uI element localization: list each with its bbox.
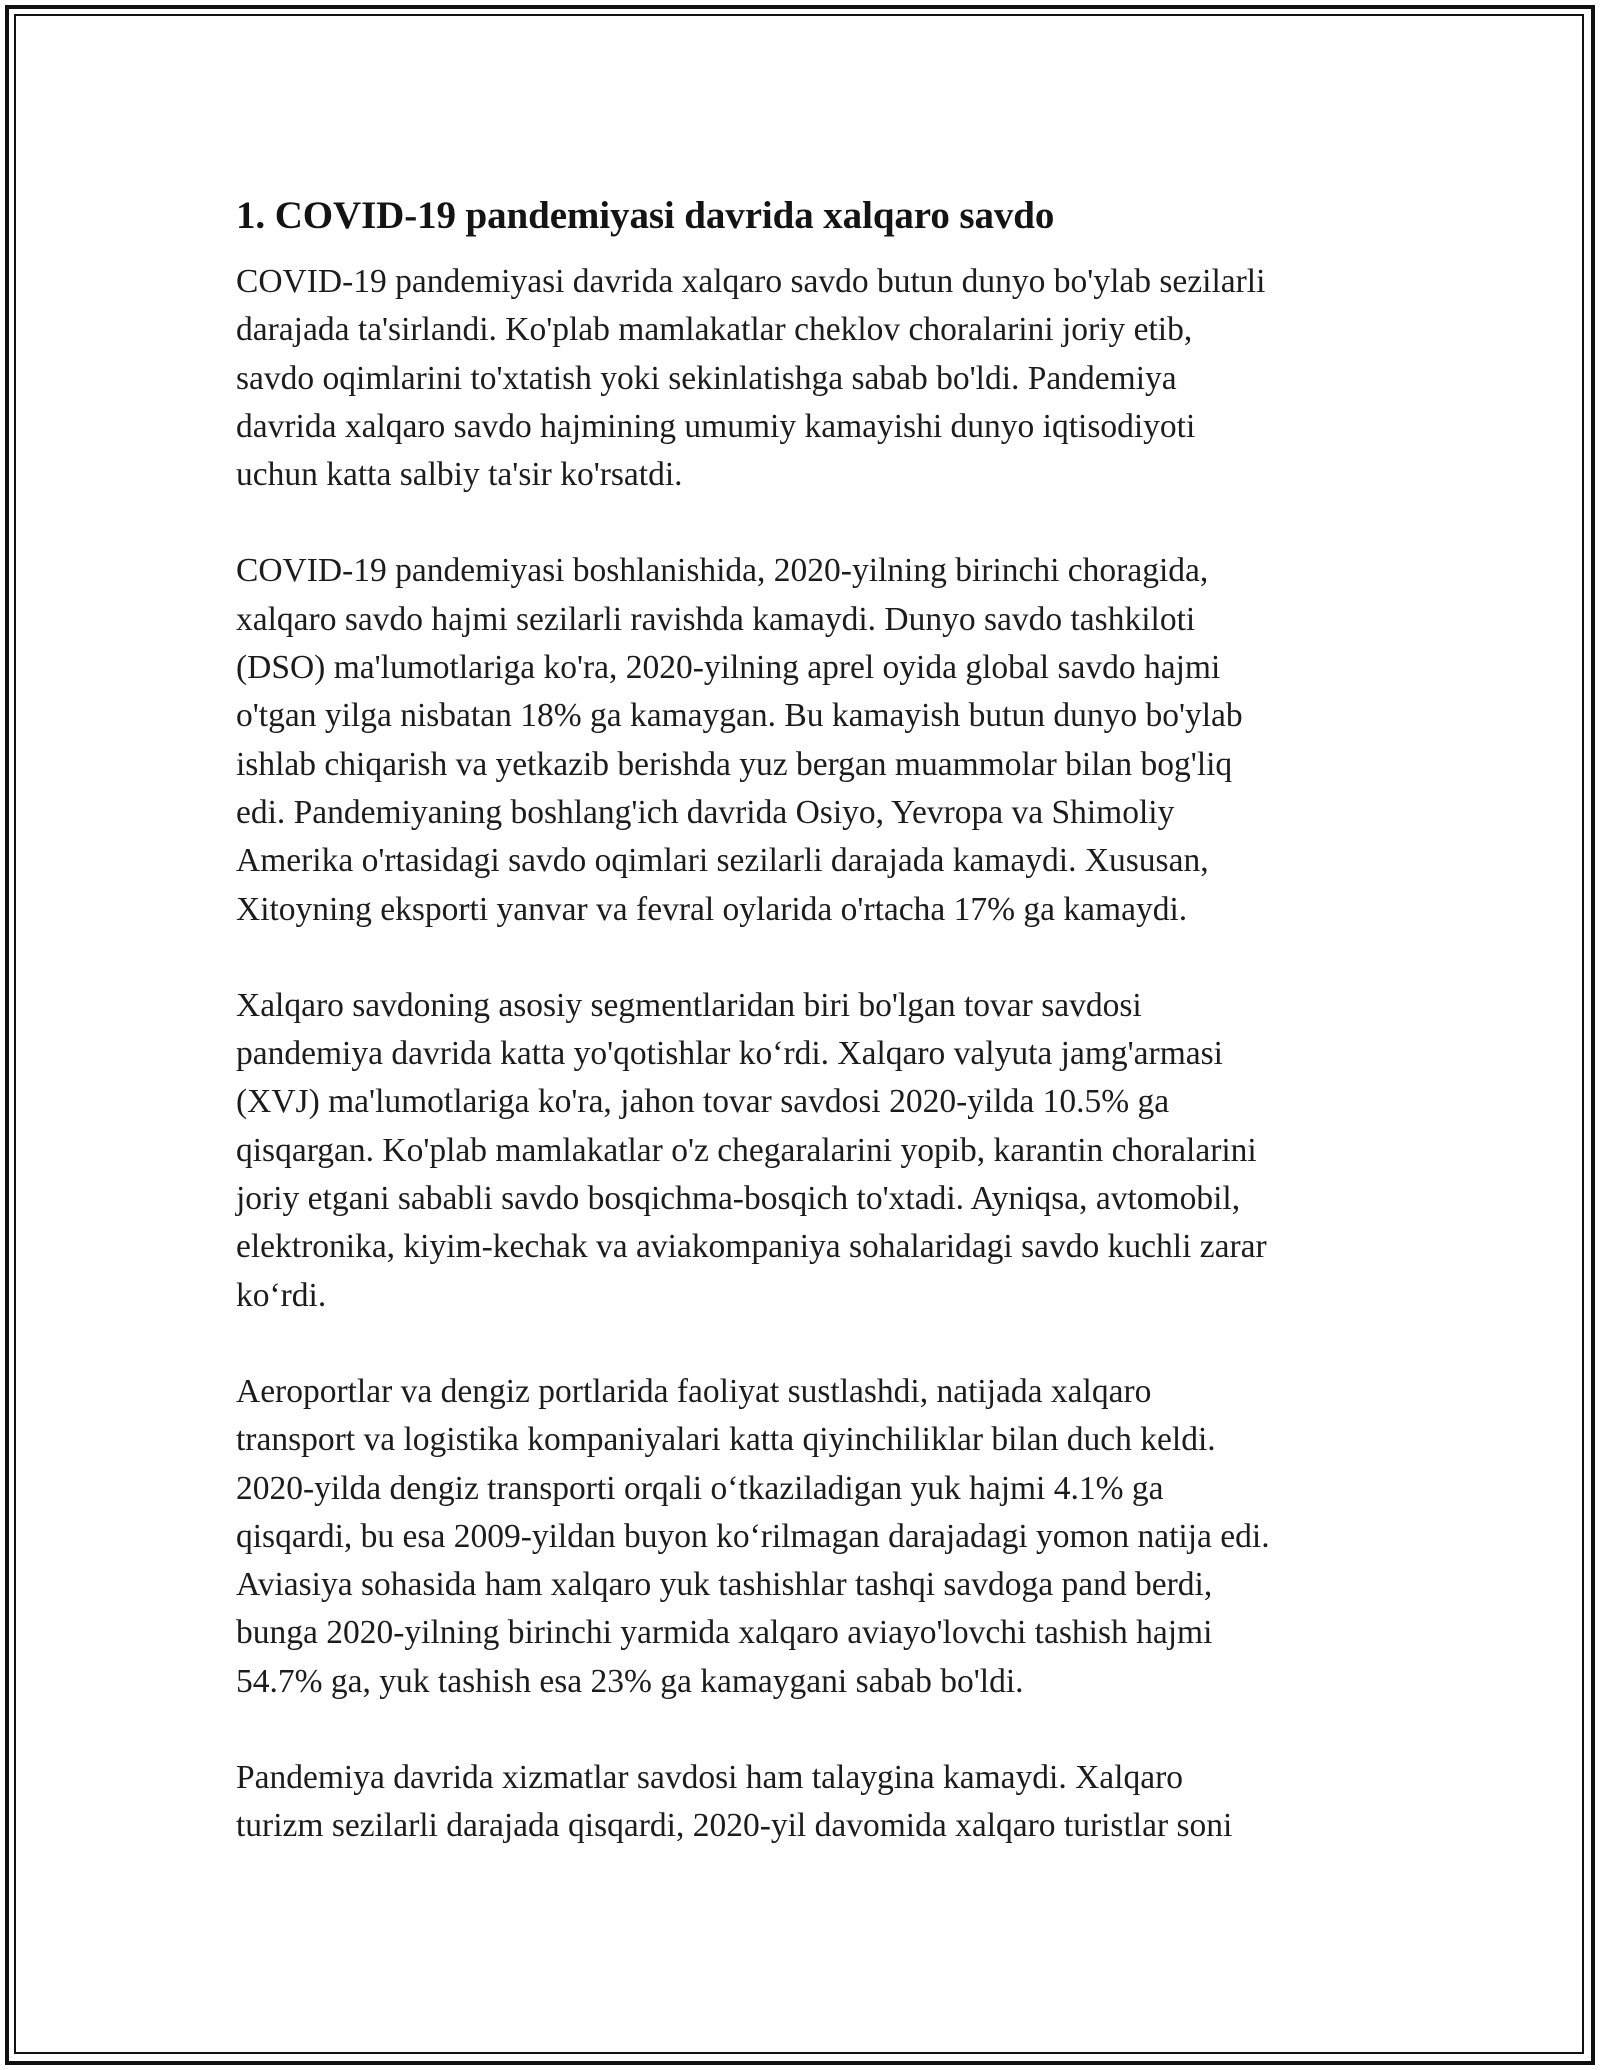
paragraph-4 — [236, 1368, 1386, 1706]
paragraph-2 — [236, 547, 1386, 933]
text-line: 54.7% ga, yuk tashish esa 23% ga kamaygani sabab bo'ldi. — [236, 1662, 1024, 1700]
text-line: COVID-19 pandemiyasi boshlanishida, 2020-yilning birinchi choragida, — [236, 552, 1209, 590]
text-line: edi. Pandemiyaning boshlang'ich davrida Osiyo, Yevropa va Shimoliy — [236, 793, 1175, 831]
text-line: turizm sezilarli darajada qisqardi, 2020-yil davomida xalqaro turistlar soni — [236, 1807, 1233, 1845]
document-body — [236, 190, 1386, 1899]
text-line: Xitoyning eksporti yanvar va fevral oylarida o'rtacha 17% ga kamaydi. — [236, 890, 1188, 928]
text-line: bunga 2020-yilning birinchi yarmida xalqaro aviayo'lovchi tashish hajmi — [236, 1614, 1213, 1652]
text-line: ko‘rdi. — [236, 1276, 327, 1314]
section-heading: 1. COVID-19 pandemiyasi davrida xalqaro savdo — [236, 194, 1055, 237]
text-line: o'tgan yilga nisbatan 18% ga kamaygan. Bu kamayish butun dunyo bo'ylab — [236, 697, 1243, 735]
text-line: savdo oqimlarini to'xtatish yoki sekinlatishga sabab bo'ldi. Pandemiya — [236, 359, 1177, 397]
paragraph-5 — [236, 1754, 1386, 1851]
text-line: 2020-yilda dengiz transporti orqali o‘tkaziladigan yuk hajmi 4.1% ga — [236, 1469, 1164, 1507]
text-line: uchun katta salbiy ta'sir ko'rsatdi. — [236, 456, 683, 494]
paragraph-1 — [236, 258, 1386, 499]
text-line: Aeroportlar va dengiz portlarida faoliyat sustlashdi, natijada xalqaro — [236, 1372, 1152, 1410]
text-line: (XVJ) ma'lumotlariga ko'ra, jahon tovar savdosi 2020-yilda 10.5% ga — [236, 1083, 1170, 1121]
text-line: davrida xalqaro savdo hajmining umumiy kamayishi dunyo iqtisodiyoti — [236, 407, 1196, 445]
text-line: qisqardi, bu esa 2009-yildan buyon ko‘rilmagan darajadagi yomon natija edi. — [236, 1517, 1270, 1555]
text-line: transport va logistika kompaniyalari katta qiyinchiliklar bilan duch keldi. — [236, 1421, 1216, 1459]
text-line: xalqaro savdo hajmi sezilarli ravishda kamaydi. Dunyo savdo tashkiloti — [236, 600, 1196, 638]
text-line: ishlab chiqarish va yetkazib berishda yuz bergan muammolar bilan bog'liq — [236, 745, 1233, 783]
text-line: elektronika, kiyim-kechak va aviakompaniya sohalaridagi savdo kuchli zarar — [236, 1228, 1267, 1266]
text-line: Amerika o'rtasidagi savdo oqimlari sezilarli darajada kamaydi. Xususan, — [236, 842, 1209, 880]
paragraph-3 — [236, 982, 1386, 1320]
text-line: Aviasiya sohasida ham xalqaro yuk tashishlar tashqi savdoga pand berdi, — [236, 1566, 1213, 1604]
text-line: (DSO) ma'lumotlariga ko'ra, 2020-yilning aprel oyida global savdo hajmi — [236, 649, 1221, 687]
text-line: Pandemiya davrida xizmatlar savdosi ham talaygina kamaydi. Xalqaro — [236, 1759, 1183, 1797]
text-line: pandemiya davrida katta yo'qotishlar ko‘rdi. Xalqaro valyuta jamg'armasi — [236, 1035, 1223, 1073]
text-line: joriy etgani sababli savdo bosqichma-bosqich to'xtadi. Ayniqsa, avtomobil, — [236, 1180, 1241, 1218]
text-line: qisqargan. Ko'plab mamlakatlar o'z chegaralarini yopib, karantin choralarini — [236, 1131, 1257, 1169]
text-line: darajada ta'sirlandi. Ko'plab mamlakatlar cheklov choralarini joriy etib, — [236, 311, 1193, 349]
text-line: COVID-19 pandemiyasi davrida xalqaro savdo butun dunyo bo'ylab sezilarli — [236, 263, 1266, 300]
paragraph-list — [236, 258, 1386, 1851]
text-line: Xalqaro savdoning asosiy segmentlaridan biri bo'lgan tovar savdosi — [236, 986, 1142, 1024]
